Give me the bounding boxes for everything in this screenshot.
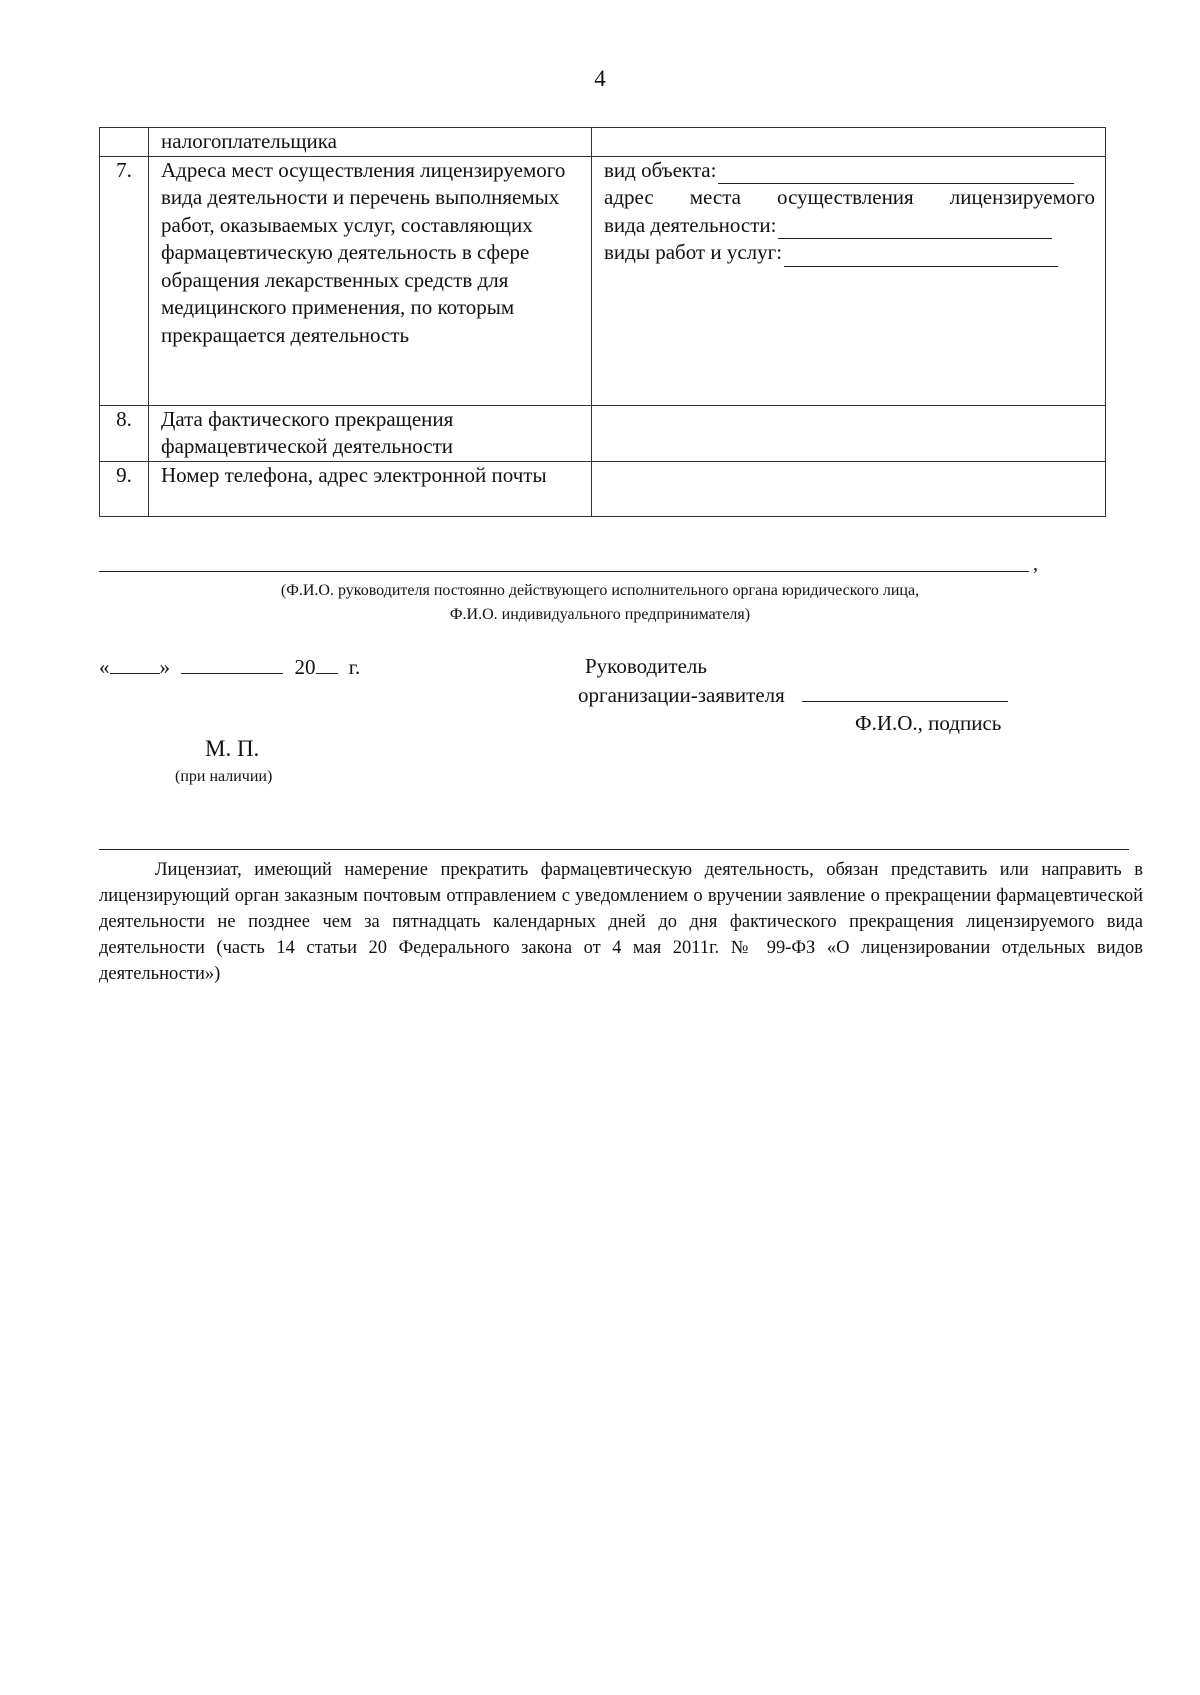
fio-caption-line1: (Ф.И.О. руководителя постоянно действующего исполнительного органа юридического лица, bbox=[280, 582, 920, 599]
head-title: Руководитель bbox=[585, 654, 707, 678]
address-blank bbox=[778, 218, 1052, 239]
works-label: виды работ и услуг: bbox=[604, 240, 783, 264]
date-open-quote: « bbox=[99, 655, 110, 679]
row-number bbox=[100, 128, 149, 157]
stamp-label: М. П. bbox=[205, 736, 260, 761]
application-table bbox=[99, 127, 1106, 517]
date-line bbox=[99, 655, 360, 680]
page-number: 4 bbox=[594, 66, 606, 91]
footnote-text: Лицензиат, имеющий намерение прекратить фармацевтическую деятельность, обязан представить или направить в лицензирующий орган заказным почтовым отправлением с уведомлением о вручении заявление о прекращении фармацевтической деятельности не позднее чем за пятнадцать календарных дней до дня фактического прекращения лицензируемого вида деятельности (часть 14 статьи 20 Федерального закона от 4 мая 2011г. № 99-ФЗ «О лицензировании отдельных видов деятельности») bbox=[99, 860, 1143, 984]
object-type-blank bbox=[718, 163, 1074, 184]
table-row bbox=[100, 461, 1106, 516]
head-org-line bbox=[578, 683, 1008, 708]
footnote-separator bbox=[99, 849, 1129, 850]
row-label: налогоплательщика bbox=[149, 128, 592, 157]
row-number: 8. bbox=[100, 405, 149, 461]
fio-comma: , bbox=[1033, 553, 1038, 575]
year-suffix: г. bbox=[348, 655, 361, 679]
row-number: 7. bbox=[100, 156, 149, 405]
address-label-line1: адрес места осуществления лицензируемого bbox=[604, 185, 1095, 209]
month-blank bbox=[181, 655, 283, 674]
year-blank bbox=[316, 655, 338, 674]
fio-signature-line bbox=[99, 571, 1029, 572]
date-close-quote: » bbox=[159, 655, 170, 679]
row-value bbox=[592, 156, 1106, 405]
table-row bbox=[100, 156, 1106, 405]
stamp-note: (при наличии) bbox=[175, 768, 273, 785]
row-value bbox=[592, 461, 1106, 516]
row-label: Дата фактического прекращения фармацевтической деятельности bbox=[149, 405, 592, 461]
fio-caption bbox=[100, 579, 1100, 627]
head-org-label: организации-заявителя bbox=[578, 683, 785, 707]
row-value bbox=[592, 405, 1106, 461]
address-label-line2: вида деятельности: bbox=[604, 212, 777, 237]
fio-signature-caption: Ф.И.О., подпись bbox=[855, 711, 1002, 735]
table-row bbox=[100, 405, 1106, 461]
fio-caption-line2: Ф.И.О. индивидуального предпринимателя) bbox=[449, 606, 751, 623]
footnote bbox=[99, 857, 1143, 987]
year-prefix: 20 bbox=[294, 655, 316, 679]
object-type-label: вид объекта: bbox=[604, 157, 717, 182]
row-value bbox=[592, 128, 1106, 157]
table-row bbox=[100, 128, 1106, 157]
row-label: Адреса мест осуществления лицензируемого вида деятельности и перечень выполняемых работ, оказываемых услуг, составляющих фармацевтическую деятельность в сфере обращения лекарственных средств для медицинского применения, по которым прекращается деятельность bbox=[149, 156, 592, 405]
day-blank bbox=[110, 655, 160, 674]
row-number: 9. bbox=[100, 461, 149, 516]
row-label: Номер телефона, адрес электронной почты bbox=[149, 461, 592, 516]
works-blank bbox=[784, 246, 1058, 267]
signature-blank bbox=[802, 683, 1008, 702]
